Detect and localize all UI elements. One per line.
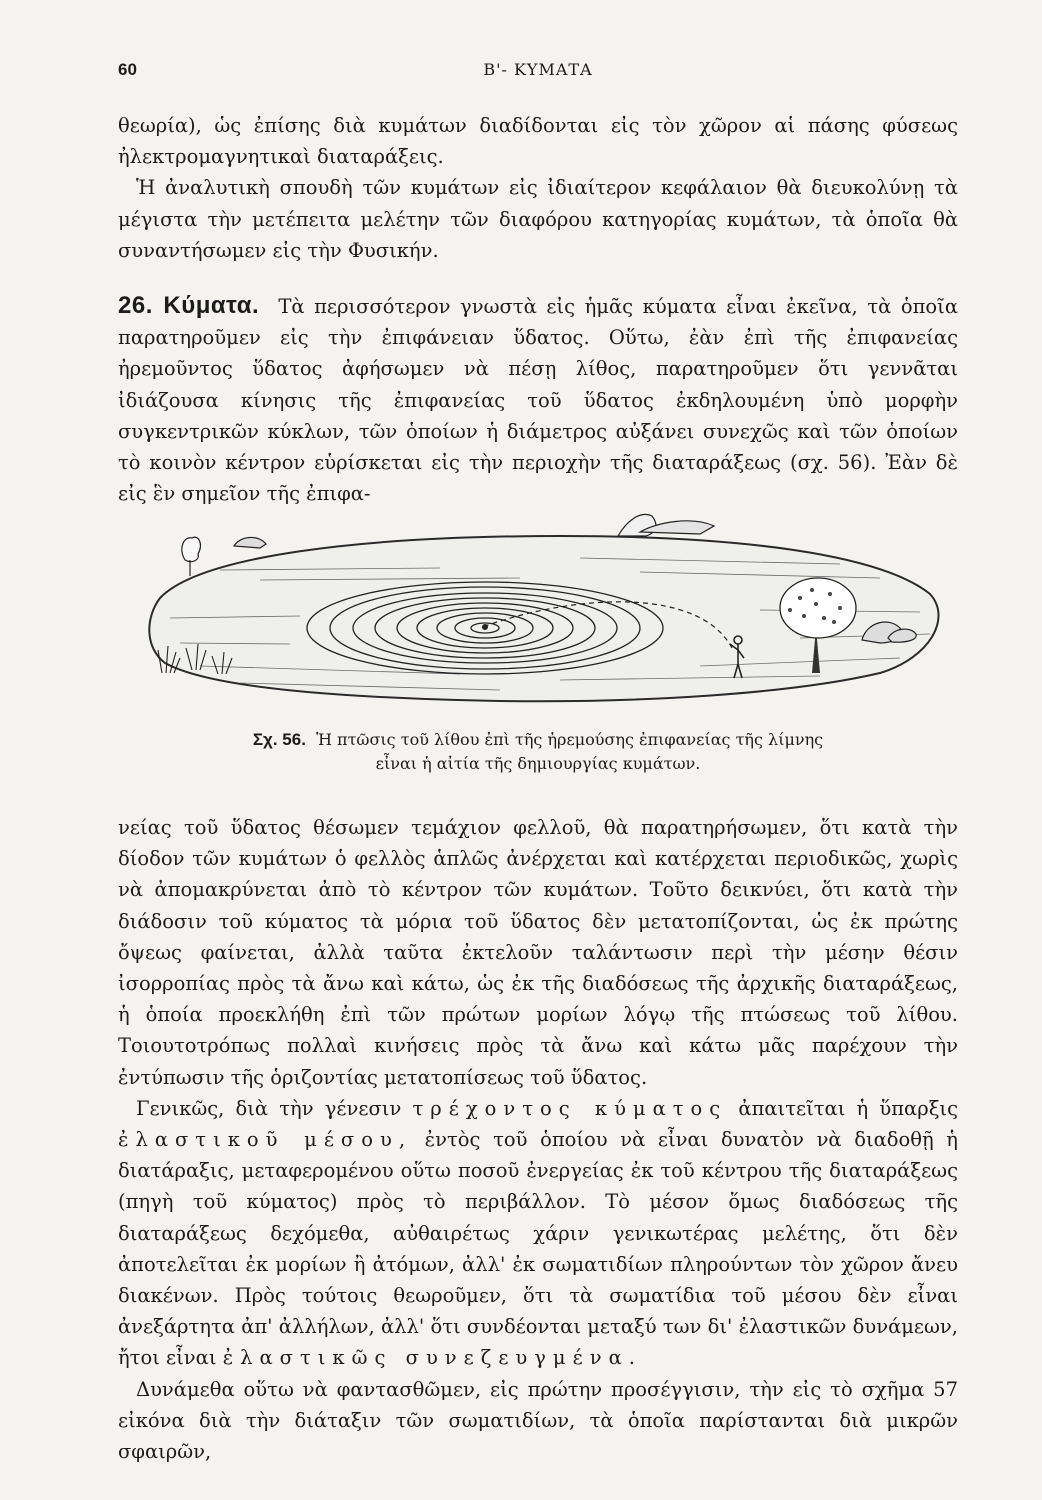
hill-top-right [618,514,714,536]
spaced-term: τρέχοντος κύματος [412,1096,728,1120]
running-title: Β'- ΚΥΜΑΤΑ [483,60,593,79]
lake-ripples-drawing [140,498,970,723]
paragraph: Ἡ ἀναλυτικὴ σπουδὴ τῶν κυμάτων εἰς ἰδιαίτερον κεφάλαιον θὰ διευκολύνῃ τὰ μέγιστα τὴν μετέπειτα μελέτην τῶν διαφόρου κατηγορίας κυμάτων, τὰ ὁποῖα θὰ συναντήσωμεν εἰς τὴν Φυσικήν. [118,176,958,262]
page-header [118,60,958,90]
paragraph: νείας τοῦ ὕδατος θέσωμεν τεμάχιον φελλοῦ, θὰ παρατηρήσωμεν, ὅτι κατὰ τὴν δίοδον τῶν κυμάτων ὁ φελλὸς ἁπλῶς ἀνέρχεται καὶ κατέρχεται περιοδικῶς, χωρὶς νὰ ἀπομακρύνεται ἀπὸ τὸ κέντρον τῶν κυμάτων. Τοῦτο δεικνύει, ὅτι κατὰ τὴν διάδοσιν τοῦ κύματος τὰ μόρια τοῦ ὕδατος δὲν μετατοπίζονται, ὡς ἐκ πρώτης ὄψεως φαίνεται, ἀλλὰ ταῦτα ἐκτελοῦν ταλάντωσιν περὶ τὴν μέσην θέσιν ἰσορροπίας πρὸς τὰ ἄνω καὶ κάτω, ὡς ἐκ τῆς διαδόσεως τῆς ἀρχικῆς διαταράξεως, ἡ ὁποία προεκλήθη ἐπὶ τῶν πρώτων μορίων λόγῳ τῆς πτώσεως τοῦ λίθου. Τοιουτοτρόπως πολλαὶ κινήσεις πρὸς τὰ ἄνω καὶ κάτω μᾶς παρέχουν τὴν ἐντύπωσιν τῆς ὁριζοντίας μετατοπίσεως τοῦ ὕδατος. [118,816,958,1089]
stone [482,624,488,630]
page-number: 60 [118,60,137,79]
section-26 [118,290,958,509]
shrub-top-left [182,537,201,576]
paragraph: θεωρία), ὡς ἐπίσης διὰ κυμάτων διαδίδονται εἰς τὸν χῶρον αἱ πάσης φύσεως ἠλεκτρομαγνητικαὶ διαταράξεις. [118,114,958,169]
section-text: Τὰ περισσότερον γνωστὰ εἰς ἡμᾶς κύματα εἶναι ἐκεῖνα, τὰ ὁποῖα παρατηροῦμεν εἰς τὴν ἐπιφάνειαν ὕδατος. Οὕτω, ἐὰν ἐπὶ τῆς ἐπιφανείας ἠρεμοῦντος ὕδατος ἀφήσωμεν νὰ πέσῃ λίθος, παρατηροῦμεν ὅτι γεννᾶται ἰδιάζουσα κίνησις τῆς ἐπιφανείας τοῦ ὕδατος ἐκδηλουμένη ὑπὸ μορφὴν συγκεντρικῶν κύκλων, τῶν ὁποίων ἡ διάμετρος αὐξάνει συνεχῶς καὶ τῶν ὁποίων τὸ κοινὸν κέντρον εὑρίσκεται εἰς τὴν περιοχὴν τῆς διαταράξεως (σχ. 56). Ἐὰν δὲ εἰς ἓν σημεῖον τῆς ἐπιφα- [118,295,958,506]
spaced-term: ἐλαστικῶς συνεζευγμένα. [222,1346,642,1370]
spaced-term: ἐλαστικοῦ μέσου, [118,1128,413,1152]
paragraph: Δυνάμεθα οὕτω νὰ φαντασθῶμεν, εἰς πρώτην προσέγγισιν, τὴν εἰς τὸ σχῆμα 57 εἰκόνα διὰ τὴν διάταξιν τῶν σωματιδίων, τὰ ὁποῖα παρίστανται διὰ μικρῶν σφαιρῶν, [118,1377,958,1464]
body-text [118,812,958,1467]
figure-label: Σχ. 56. [252,730,306,749]
figure-caption [118,728,958,776]
caption-line-1: Ἡ πτῶσις τοῦ λίθου ἐπὶ τῆς ἠρεμούσης ἐπιφανείας τῆς λίμνης [316,730,824,749]
paragraph: Γενικῶς, διὰ τὴν γένεσιν τρέχοντος κύματος ἀπαιτεῖται ἡ ὕπαρξις ἐλαστικοῦ μέσου, ἐντὸς τοῦ ὁποίου νὰ εἶναι δυνατὸν νὰ διαδοθῇ ἡ διατάραξις, μεταφερομένου οὕτω ποσοῦ ἐνεργείας ἐκ τοῦ κέντρου τῆς διαταράξεως (πηγὴ τοῦ κύματος) πρὸς τὸ περιβάλλον. Τὸ μέσον ὅμως διαδόσεως τῆς διαταράξεως δεχόμεθα, αὐθαιρέτως χάριν γενικωτέρας μελέτης, ὅτι δὲν ἀποτελεῖται ἐκ μορίων ἢ ἀτόμων, ἀλλ' ἐκ σωματιδίων πληρούντων τὸν χῶρον ἄνευ διακένων. Πρὸς τούτοις θεωροῦμεν, ὅτι τὰ σωματίδια τοῦ μέσου δὲν εἶναι ἀνεξάρτητα ἀπ' ἀλλήλων, ἀλλ' ὅτι συνδέονται μεταξύ των δι' ἐλαστικῶν δυνάμεων, ἤτοι εἶναι ἐλαστικῶς συνεζευγμένα. [118,1096,958,1370]
rock-top-left [234,537,266,548]
figure-56-illustration [140,498,970,723]
section-heading: 26. Κύματα. [118,292,260,319]
intro-text [118,110,958,266]
caption-line-2: εἶναι ἡ αἰτία τῆς δημιουργίας κυμάτων. [375,754,701,773]
